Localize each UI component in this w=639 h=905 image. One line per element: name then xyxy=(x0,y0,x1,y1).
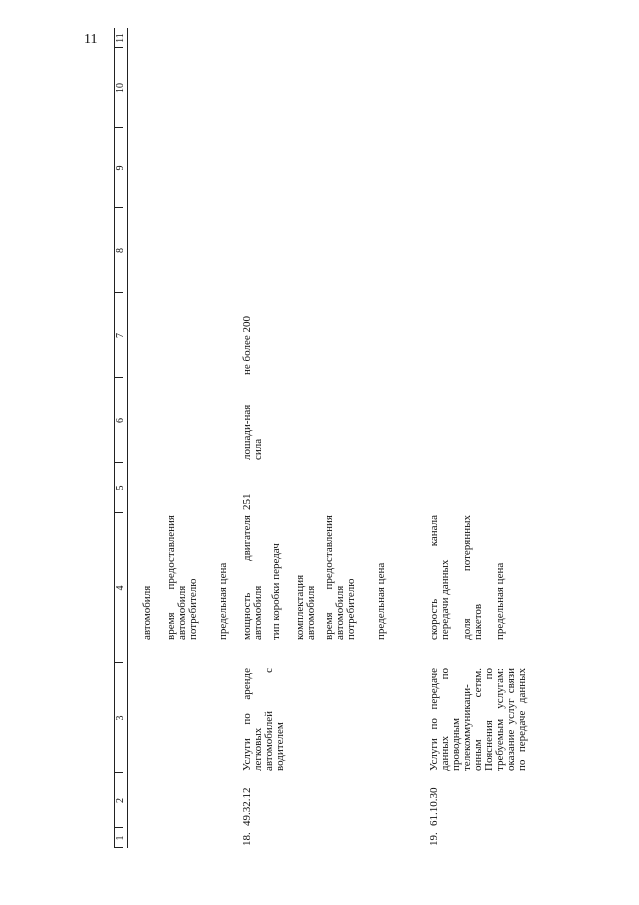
characteristic-cell xyxy=(429,515,451,640)
characteristic-cell xyxy=(218,563,229,640)
column-number: 2 xyxy=(115,798,126,803)
column-number: 4 xyxy=(115,585,126,591)
characteristic-line: тип коробки передач xyxy=(270,543,282,640)
characteristic-cell xyxy=(295,575,317,640)
characteristic-line: потребителю xyxy=(187,578,199,640)
characteristic-line: время предоставления xyxy=(323,515,335,640)
characteristic-cell xyxy=(324,515,357,640)
column-number: 3 xyxy=(115,715,126,721)
characteristic-cell xyxy=(142,586,153,640)
unit-name: лошади-ная сила xyxy=(241,404,264,460)
page-number: 11 xyxy=(84,32,98,47)
characteristic-line: автомобиля xyxy=(252,585,264,640)
characteristic-line: автомобиля xyxy=(305,585,317,640)
characteristic-cell xyxy=(376,563,387,640)
characteristic-value: не более 200 xyxy=(241,316,253,375)
row-number: 18. xyxy=(241,832,253,846)
characteristic-cell xyxy=(462,515,484,640)
okei-code: 251 xyxy=(241,493,253,510)
okpd2-code: 61.10.30 xyxy=(428,787,440,826)
column-number: 5 xyxy=(115,485,126,491)
column-number: 10 xyxy=(115,83,126,93)
column-number: 8 xyxy=(115,248,126,253)
column-number: 7 xyxy=(115,333,126,338)
characteristic-line: передачи данных xyxy=(439,559,451,640)
characteristic-line: мощность двигателя xyxy=(241,515,253,640)
characteristic-line: потребителю xyxy=(345,578,357,640)
item-name: Услуги по передаче данных по проводным телекоммуникаци-онным сетям. Пояснения по требуемым услугам: оказание услуг связи по передаче данных xyxy=(428,668,528,771)
characteristic-cell xyxy=(271,543,282,640)
characteristic-cell xyxy=(495,563,506,640)
characteristic-line: скорость канала xyxy=(428,515,440,640)
row-number: 19. xyxy=(428,832,440,846)
characteristic-line: пакетов xyxy=(472,603,484,640)
characteristic-line: автомобиля xyxy=(176,585,188,640)
rotated-table xyxy=(114,28,609,848)
characteristic-line: предельная цена xyxy=(494,562,506,640)
column-number: 9 xyxy=(115,165,126,171)
characteristic-line: время предоставления xyxy=(165,515,177,640)
characteristic-line: автомобиля xyxy=(141,585,153,640)
characteristic-line: доля потерянных xyxy=(461,515,473,640)
column-number: 11 xyxy=(115,33,126,43)
item-name: Услуги по аренде легковых автомобилей с водителем xyxy=(241,668,286,771)
characteristic-line: предельная цена xyxy=(217,562,229,640)
characteristic-line: комплектация xyxy=(294,574,306,640)
column-number: 6 xyxy=(115,418,126,423)
characteristic-line: автомобиля xyxy=(334,585,346,640)
characteristic-cell xyxy=(166,515,199,640)
column-number: 1 xyxy=(115,835,126,841)
characteristic-cell xyxy=(242,515,264,640)
characteristic-line: предельная цена xyxy=(375,562,387,640)
okpd2-code: 49.32.12 xyxy=(241,787,253,826)
